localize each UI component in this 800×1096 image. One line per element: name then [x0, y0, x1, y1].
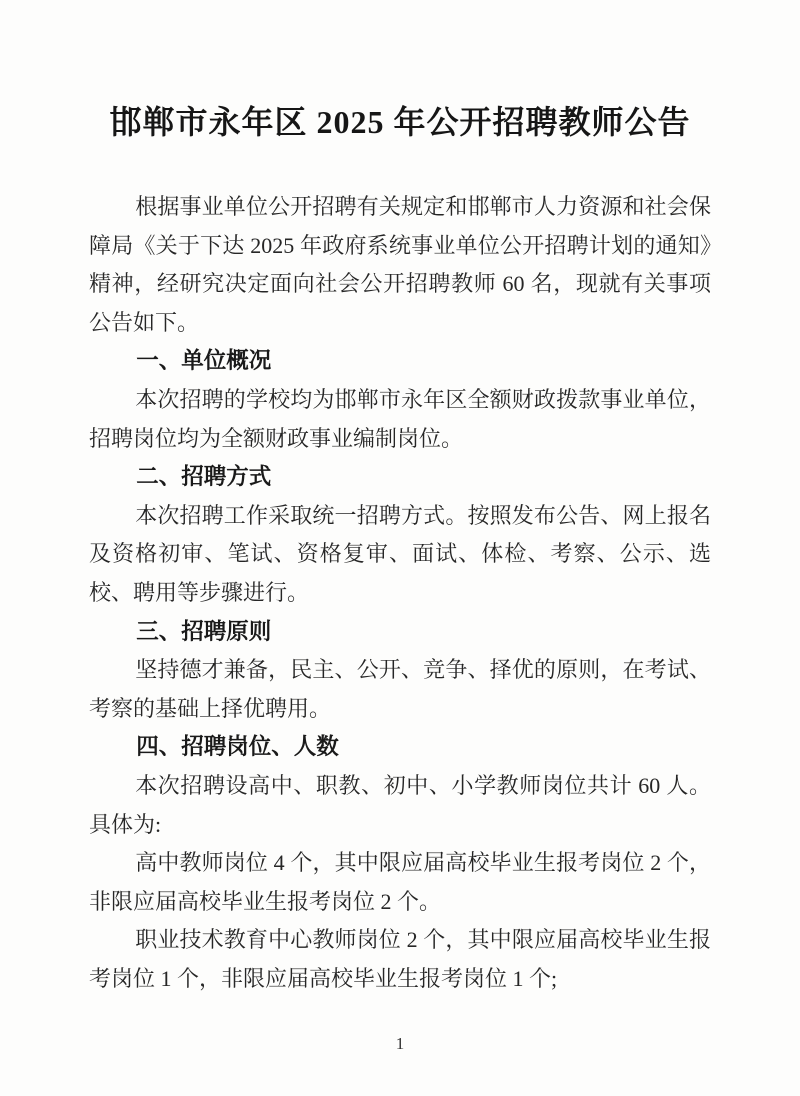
section-heading-2-recruitment-method: 二、招聘方式	[136, 464, 272, 490]
page-number: 1	[395, 1034, 405, 1053]
body-paragraph-recruitment-method: 本次招聘工作采取统一招聘方式。按照发布公告、网上报名及资格初审、笔试、资格复审、面试、体检、考察、公示、选校、聘用等步骤进行。	[89, 502, 711, 605]
document-title: 邯郸市永年区 2025 年公开招聘教师公告	[109, 104, 691, 140]
section-heading-3-recruitment-principles: 三、招聘原则	[136, 618, 272, 644]
body-paragraph-recruitment-principles: 坚持德才兼备，民主、公开、竞争、择优的原则，在考试、考察的基础上择优聘用。	[89, 657, 711, 721]
section-heading-1-unit-overview: 一、单位概况	[136, 348, 272, 374]
body-paragraph-intro: 根据事业单位公开招聘有关规定和邯郸市人力资源和社会保障局《关于下达 2025 年政府系统事业单位公开招聘计划的通知》精神，经研究决定面向社会公开招聘教师 60 名，现就有关事项公告如下。	[89, 194, 711, 335]
body-paragraph-highschool-positions: 高中教师岗位 4 个，其中限应届高校毕业生报考岗位 2 个，非限应届高校毕业生报考岗位 2 个。	[89, 850, 711, 914]
section-heading-4-positions-headcount: 四、招聘岗位、人数	[136, 734, 339, 760]
document-body	[89, 188, 711, 998]
body-paragraph-positions-total: 本次招聘设高中、职教、初中、小学教师岗位共计 60 人。具体为:	[89, 772, 711, 837]
body-paragraph-vocational-positions: 职业技术教育中心教师岗位 2 个，其中限应届高校毕业生报考岗位 1 个，非限应届高校毕业生报考岗位 1 个;	[89, 927, 711, 991]
body-paragraph-unit-overview: 本次招聘的学校均为邯郸市永年区全额财政拨款事业单位，招聘岗位均为全额财政事业编制岗位。	[89, 386, 711, 451]
